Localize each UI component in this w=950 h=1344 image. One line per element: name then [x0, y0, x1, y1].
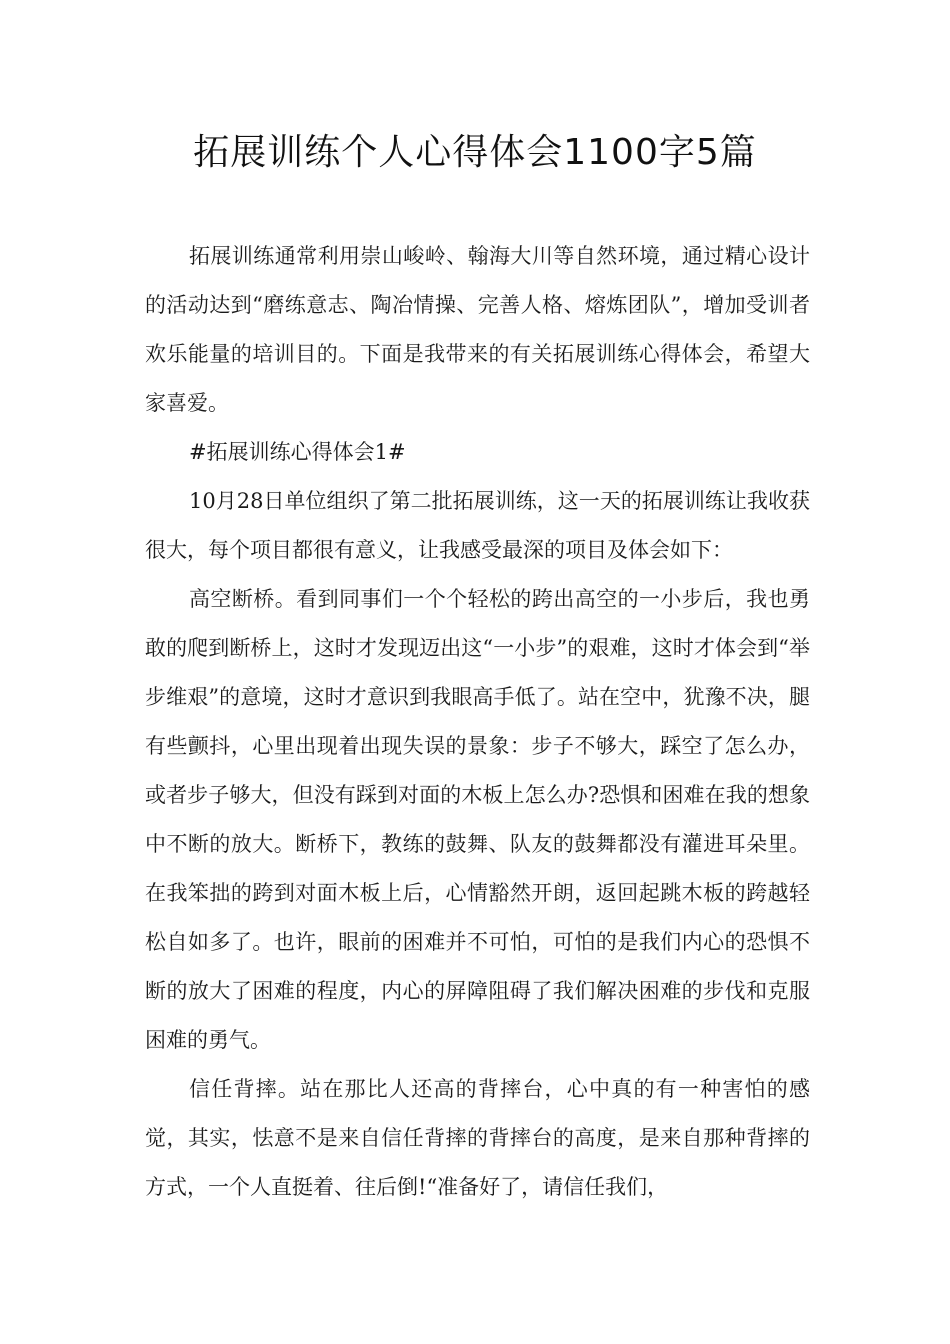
document-body [145, 232, 810, 1212]
section-heading-1: #拓展训练心得体会1# [189, 440, 406, 464]
paragraph-high-bridge: 高空断桥。看到同事们一个个轻松的跨出高空的一小步后，我也勇敢的爬到断桥上，这时才发现迈出这“一小步”的艰难，这时才体会到“举步维艰”的意境，这时才意识到我眼高手低了。站在空中，犹豫不决，腿有些颤抖，心里出现着出现失误的景象：步子不够大，踩空了怎么办，或者步子够大，但没有踩到对面的木板上怎么办?恐惧和困难在我的想象中不断的放大。断桥下，教练的鼓舞、队友的鼓舞都没有灌进耳朵里。在我笨拙的跨到对面木板上后，心情豁然开朗，返回起跳木板的跨越轻松自如多了。也许，眼前的困难并不可怕，可怕的是我们内心的恐惧不断的放大了困难的程度，内心的屏障阻碍了我们解决困难的步伐和克服困难的勇气。 [145, 587, 810, 1052]
intro-paragraph: 拓展训练通常利用崇山峻岭、翰海大川等自然环境，通过精心设计的活动达到“磨练意志、陶冶情操、完善人格、熔炼团队”，增加受训者欢乐能量的培训目的。下面是我带来的有关拓展训练心得体会，希望大家喜爱。 [145, 244, 810, 415]
paragraph-trust-fall: 信任背摔。站在那比人还高的背摔台，心中真的有一种害怕的感觉，其实，怯意不是来自信任背摔的背摔台的高度，是来自那种背摔的方式，一个人直挺着、往后倒!“准备好了，请信任我们， [145, 1077, 810, 1199]
document-title: 拓展训练个人心得体会1100字5篇 [193, 132, 757, 173]
paragraph-date: 10月28日单位组织了第二批拓展训练，这一天的拓展训练让我收获很大，每个项目都很有意义，让我感受最深的项目及体会如下： [145, 489, 810, 562]
